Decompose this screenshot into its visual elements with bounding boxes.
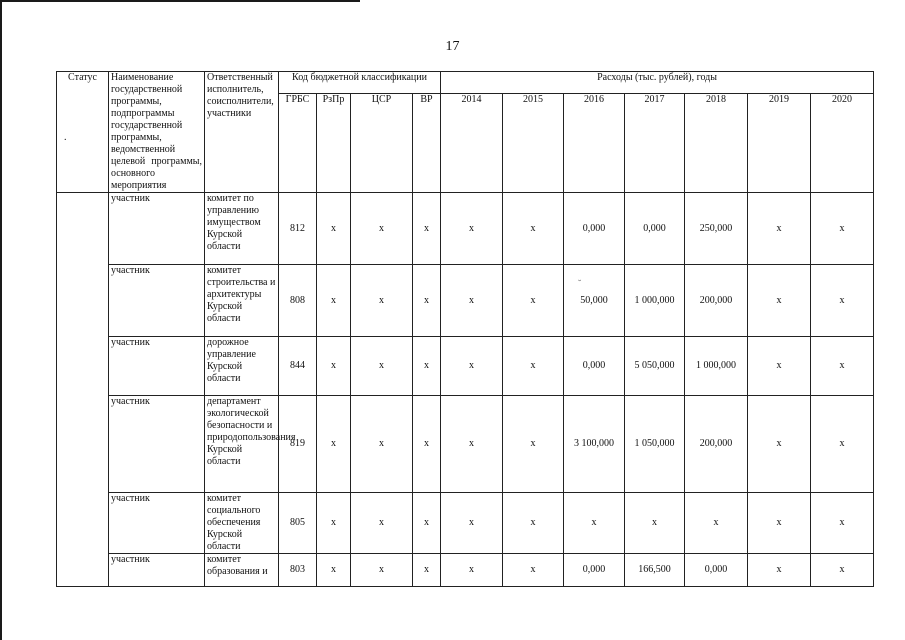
value-2019-cell: x	[748, 337, 811, 396]
budget-table	[56, 71, 874, 587]
role-cell: участник	[109, 337, 205, 396]
value-2018-cell: 200,000	[685, 265, 748, 337]
value-2015-cell: x	[503, 554, 564, 587]
value-2020-cell: x	[811, 396, 874, 493]
header-year-2019: 2019	[748, 93, 811, 192]
role-cell: участник	[109, 493, 205, 554]
value-2019-cell: x	[748, 493, 811, 554]
value-2020-cell: x	[811, 265, 874, 337]
value-2020-cell: x	[811, 493, 874, 554]
rzpr-cell: x	[317, 265, 351, 337]
header-code-vr: ВР	[413, 93, 441, 192]
value-2019-cell: x	[748, 396, 811, 493]
csr-cell: x	[351, 493, 413, 554]
csr-cell: x	[351, 396, 413, 493]
header-budget-code-group: Код бюджетной классификации	[279, 72, 441, 94]
value-2018-cell: 0,000	[685, 554, 748, 587]
vr-cell: x	[413, 193, 441, 265]
rzpr-cell: x	[317, 554, 351, 587]
rzpr-cell: x	[317, 337, 351, 396]
grbs-cell: 812	[279, 193, 317, 265]
page-number: 17	[445, 39, 460, 54]
value-2020-cell: x	[811, 193, 874, 265]
value-2014-cell: x	[441, 493, 503, 554]
value-2016-cell: 0,000	[564, 554, 625, 587]
vr-cell: x	[413, 493, 441, 554]
rzpr-cell: x	[317, 493, 351, 554]
value-2014-cell: x	[441, 554, 503, 587]
header-expenses-group: Расходы (тыс. рублей), годы	[441, 72, 874, 94]
value-2014-cell: x	[441, 193, 503, 265]
scan-edge-left	[0, 0, 2, 640]
executor-cell: комитет социального обеспечения Курской области	[205, 493, 279, 554]
vr-cell: x	[413, 265, 441, 337]
value-2017-cell: 1 050,000	[625, 396, 685, 493]
executor-cell: комитет строительства и архитектуры Курской области	[205, 265, 279, 337]
grbs-cell: 808	[279, 265, 317, 337]
value-2017-cell: 166,500	[625, 554, 685, 587]
table-row	[57, 554, 874, 587]
grbs-cell: 805	[279, 493, 317, 554]
header-status: Статус	[57, 72, 109, 193]
value-2019-cell: x	[748, 265, 811, 337]
grbs-cell: 844	[279, 337, 317, 396]
value-2015-cell: x	[503, 493, 564, 554]
role-cell: участник	[109, 193, 205, 265]
header-code-rzpr: РзПр	[317, 93, 351, 192]
value-2014-cell: x	[441, 396, 503, 493]
value-2018-cell: 200,000	[685, 396, 748, 493]
csr-cell: x	[351, 193, 413, 265]
value-2018-cell: 1 000,000	[685, 337, 748, 396]
value-2016-cell: 0,000	[564, 193, 625, 265]
header-year-2015: 2015	[503, 93, 564, 192]
executor-cell: комитет по управлению имуществом Курской области	[205, 193, 279, 265]
grbs-cell: 819	[279, 396, 317, 493]
scan-edge-top	[0, 0, 360, 2]
value-2015-cell: x	[503, 265, 564, 337]
value-2015-cell: x	[503, 396, 564, 493]
table-row	[57, 337, 874, 396]
header-code-csr: ЦСР	[351, 93, 413, 192]
executor-cell: комитет образования и	[205, 554, 279, 587]
csr-cell: x	[351, 554, 413, 587]
role-cell: участник	[109, 554, 205, 587]
value-2020-cell: x	[811, 337, 874, 396]
executor-cell: департамент экологической безопасности и природопользования Курской области	[205, 396, 279, 493]
value-2020-cell: x	[811, 554, 874, 587]
csr-cell: x	[351, 337, 413, 396]
status-cell	[57, 193, 109, 587]
value-2017-cell: 1 000,000	[625, 265, 685, 337]
value-2016-cell: 3 100,000	[564, 396, 625, 493]
role-cell: участник	[109, 396, 205, 493]
table-row	[57, 265, 874, 337]
vr-cell: x	[413, 337, 441, 396]
value-2019-cell: x	[748, 554, 811, 587]
header-year-2020: 2020	[811, 93, 874, 192]
value-2014-cell: x	[441, 265, 503, 337]
rzpr-cell: x	[317, 193, 351, 265]
value-2017-cell: 0,000	[625, 193, 685, 265]
header-responsible: Ответственный исполнитель, соисполнители, участники	[205, 72, 279, 193]
value-2018-cell: x	[685, 493, 748, 554]
header-year-2018: 2018	[685, 93, 748, 192]
header-year-2014: 2014	[441, 93, 503, 192]
csr-cell: x	[351, 265, 413, 337]
value-2016-cell: x	[564, 493, 625, 554]
grbs-cell: 803	[279, 554, 317, 587]
rzpr-cell: x	[317, 396, 351, 493]
vr-cell: x	[413, 554, 441, 587]
role-cell: участник	[109, 265, 205, 337]
value-2016-cell: 50,000	[564, 265, 625, 337]
value-2015-cell: x	[503, 193, 564, 265]
table-row	[57, 493, 874, 554]
value-2015-cell: x	[503, 337, 564, 396]
header-year-2016: 2016	[564, 93, 625, 192]
table-row	[57, 396, 874, 493]
value-2018-cell: 250,000	[685, 193, 748, 265]
value-2017-cell: 5 050,000	[625, 337, 685, 396]
value-2014-cell: x	[441, 337, 503, 396]
value-2019-cell: x	[748, 193, 811, 265]
value-2016-cell: 0,000	[564, 337, 625, 396]
table-row	[57, 193, 874, 265]
header-year-2017: 2017	[625, 93, 685, 192]
vr-cell: x	[413, 396, 441, 493]
header-name: Наименование государственной программы, подпрограммы государственной программы, ведомственной целевой программы, основного мероприятия	[109, 72, 205, 193]
value-2017-cell: x	[625, 493, 685, 554]
header-code-grbs: ГРБС	[279, 93, 317, 192]
stray-tick-mark: ˘	[578, 279, 582, 290]
executor-cell: дорожное управление Курской области	[205, 337, 279, 396]
stray-dot-mark: .	[64, 132, 67, 143]
